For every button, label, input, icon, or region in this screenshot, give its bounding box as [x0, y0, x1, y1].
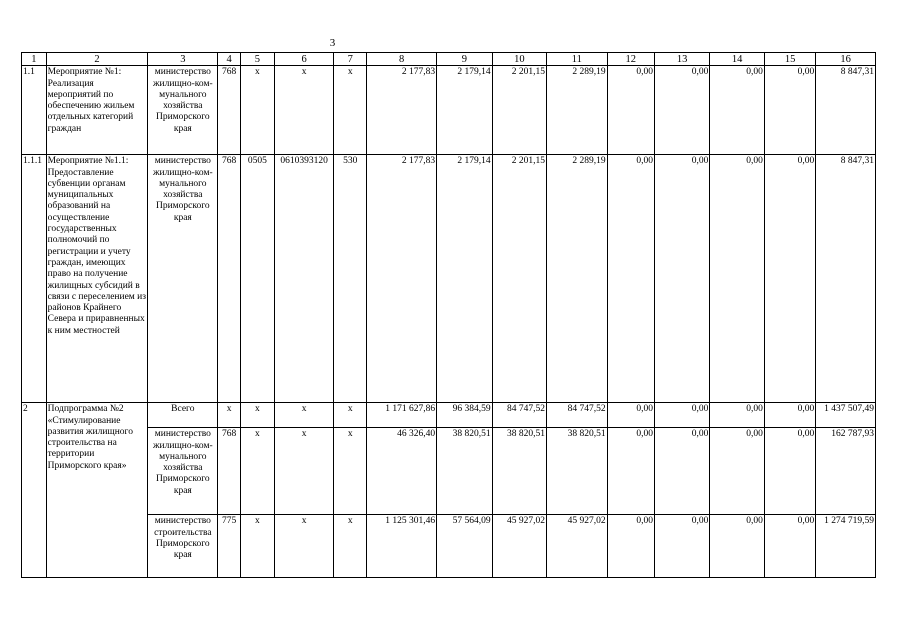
row-number: 2 [22, 403, 47, 578]
cell-rz: x [240, 403, 274, 428]
column-header: 6 [274, 53, 334, 66]
table-row [22, 403, 876, 428]
cell-value: 0,00 [764, 403, 815, 428]
cell-rz: x [240, 66, 274, 155]
cell-value: 2 201,15 [492, 66, 546, 155]
cell-value: 2 177,83 [367, 155, 437, 403]
cell-value: 2 289,19 [547, 155, 608, 403]
cell-value: 38 820,51 [437, 428, 492, 515]
column-header: 5 [240, 53, 274, 66]
row-name: Подпрограмма №2 «Стимулирование развития жилищного строительства на территории Приморского края» [46, 403, 148, 578]
table-row [22, 515, 876, 578]
cell-value: 0,00 [654, 155, 709, 403]
row-executor: министерство жилищно-ком-мунального хозяйства Приморского края [148, 66, 218, 155]
row-executor: министерство строительства Приморского края [148, 515, 218, 578]
cell-value: 45 927,02 [547, 515, 608, 578]
page-number: 3 [329, 37, 336, 49]
cell-value: 2 179,14 [437, 66, 492, 155]
cell-value: 1 171 627,86 [367, 403, 437, 428]
cell-value: 2 177,83 [367, 66, 437, 155]
cell-value: 0,00 [764, 428, 815, 515]
row-number: 1.1 [22, 66, 47, 155]
cell-vr: x [334, 515, 367, 578]
cell-value: 2 201,15 [492, 155, 546, 403]
cell-value: 0,00 [607, 155, 654, 403]
cell-grbs: x [218, 403, 241, 428]
column-header: 13 [654, 53, 709, 66]
cell-value: 46 326,40 [367, 428, 437, 515]
cell-value: 0,00 [607, 403, 654, 428]
cell-value: 38 820,51 [547, 428, 608, 515]
cell-value: 2 289,19 [547, 66, 608, 155]
row-executor: министерство жилищно-ком-мунального хозяйства Приморского края [148, 155, 218, 403]
cell-value: 1 437 507,49 [816, 403, 876, 428]
table-row [22, 66, 876, 155]
row-executor: Всего [148, 403, 218, 428]
cell-csr: x [274, 515, 334, 578]
cell-value: 8 847,31 [816, 66, 876, 155]
column-header: 8 [367, 53, 437, 66]
cell-value: 0,00 [607, 515, 654, 578]
cell-value: 0,00 [710, 403, 764, 428]
cell-csr: x [274, 66, 334, 155]
cell-value: 0,00 [654, 403, 709, 428]
column-header: 4 [218, 53, 241, 66]
column-header: 3 [148, 53, 218, 66]
cell-value: 84 747,52 [547, 403, 608, 428]
cell-value: 0,00 [607, 428, 654, 515]
row-name: Мероприятие №1: Реализация мероприятий по обеспечению жильем отдельных категорий граждан [46, 66, 148, 155]
cell-value: 1 274 719,59 [816, 515, 876, 578]
cell-value: 38 820,51 [492, 428, 546, 515]
cell-value: 0,00 [764, 155, 815, 403]
column-header: 9 [437, 53, 492, 66]
cell-value: 0,00 [607, 66, 654, 155]
cell-value: 0,00 [710, 515, 764, 578]
table-row [22, 428, 876, 515]
cell-vr: x [334, 403, 367, 428]
column-header: 10 [492, 53, 546, 66]
cell-csr: x [274, 428, 334, 515]
cell-value: 1 125 301,46 [367, 515, 437, 578]
column-header: 7 [334, 53, 367, 66]
cell-value: 0,00 [654, 428, 709, 515]
cell-value: 0,00 [654, 515, 709, 578]
column-header: 1 [22, 53, 47, 66]
cell-value: 0,00 [710, 155, 764, 403]
cell-vr: x [334, 66, 367, 155]
cell-value: 84 747,52 [492, 403, 546, 428]
row-name: Мероприятие №1.1: Предоставление субвенции органам муниципальных образований на осуществление государственных полномочий по регистрации и учету граждан, имеющих право на получение жилищных субсидий в связи с переселением из районов Крайнего Севера и приравненных к ним местностей [46, 155, 148, 403]
cell-value: 57 564,09 [437, 515, 492, 578]
column-header: 15 [764, 53, 815, 66]
column-header: 11 [547, 53, 608, 66]
cell-value: 0,00 [764, 515, 815, 578]
cell-vr: 530 [334, 155, 367, 403]
cell-value: 0,00 [764, 66, 815, 155]
cell-grbs: 768 [218, 66, 241, 155]
cell-rz: x [240, 515, 274, 578]
cell-value: 8 847,31 [816, 155, 876, 403]
cell-value: 45 927,02 [492, 515, 546, 578]
column-number-row [22, 53, 876, 66]
cell-value: 2 179,14 [437, 155, 492, 403]
column-header: 2 [46, 53, 148, 66]
cell-rz: x [240, 428, 274, 515]
cell-value: 0,00 [710, 66, 764, 155]
cell-value: 162 787,93 [816, 428, 876, 515]
table-row [22, 155, 876, 403]
cell-vr: x [334, 428, 367, 515]
row-number: 1.1.1 [22, 155, 47, 403]
cell-grbs: 775 [218, 515, 241, 578]
column-header: 16 [816, 53, 876, 66]
cell-value: 0,00 [710, 428, 764, 515]
cell-grbs: 768 [218, 428, 241, 515]
budget-table [21, 52, 876, 578]
cell-value: 0,00 [654, 66, 709, 155]
column-header: 14 [710, 53, 764, 66]
cell-csr: x [274, 403, 334, 428]
cell-csr: 0610393120 [274, 155, 334, 403]
column-header: 12 [607, 53, 654, 66]
cell-value: 96 384,59 [437, 403, 492, 428]
cell-grbs: 768 [218, 155, 241, 403]
cell-rz: 0505 [240, 155, 274, 403]
row-executor: министерство жилищно-ком-мунального хозяйства Приморского края [148, 428, 218, 515]
